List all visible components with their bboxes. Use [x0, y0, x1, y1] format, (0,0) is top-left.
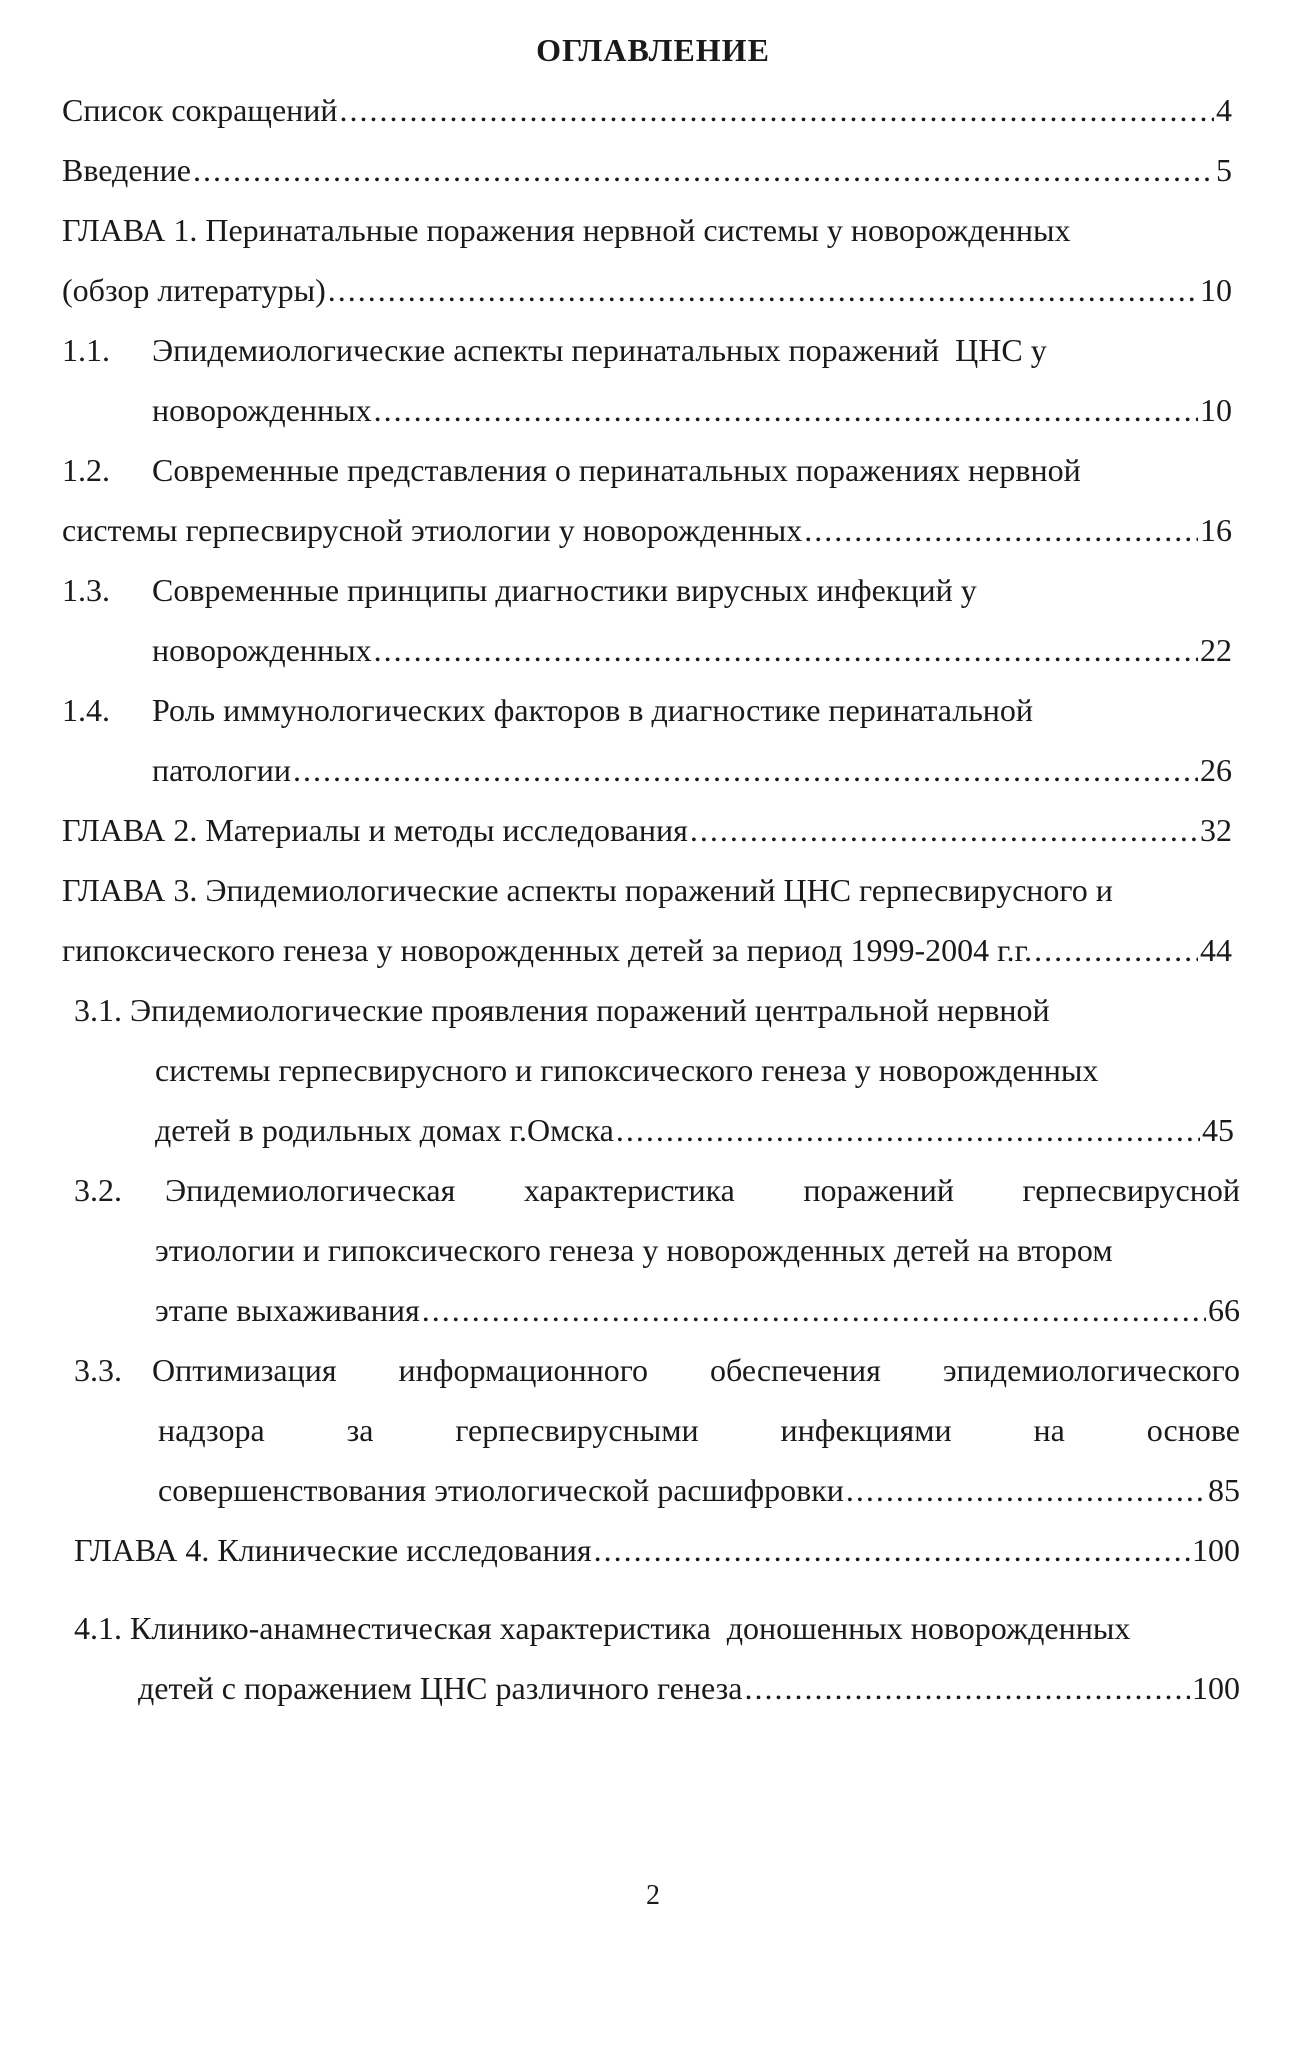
- toc-entry-line: [74, 1604, 1240, 1652]
- toc-leader-dots: [616, 1106, 1200, 1154]
- toc-entry-number: 1.1.: [62, 332, 110, 368]
- toc-entry-line: [155, 1046, 1234, 1094]
- toc-leader-dots: [328, 266, 1198, 314]
- toc-leader-dots: [374, 626, 1198, 674]
- toc-entry-text: ГЛАВА 1. Перинатальные поражения нервной системы у новорожденных: [62, 212, 1071, 248]
- toc-entry-number: 3.2.: [74, 1172, 122, 1208]
- toc-entry-page: 5: [1216, 152, 1232, 188]
- toc-entry: [155, 1106, 1234, 1154]
- toc-entry: [62, 266, 1232, 314]
- toc-entry-page: 16: [1200, 512, 1232, 548]
- toc-leader-dots: [1034, 926, 1198, 974]
- page-title: ОГЛАВЛЕНИЕ: [536, 32, 770, 68]
- toc-entry-line: [62, 206, 1232, 254]
- toc-entry-line: [62, 866, 1232, 914]
- toc-leader-dots: [846, 1466, 1206, 1514]
- toc-entry: [158, 1466, 1240, 1514]
- toc-entry-text: новорожденных: [152, 392, 372, 428]
- toc-leader-dots: [804, 506, 1198, 554]
- toc-entry: [62, 506, 1232, 554]
- toc-entry-number: 1.2.: [62, 452, 110, 488]
- toc-entry-line: [152, 686, 1232, 734]
- toc-entry-line: [74, 986, 1234, 1034]
- toc-entry-text: Современные представления о перинатальных поражениях нервной: [152, 452, 1081, 488]
- toc-entry-text: Введение: [62, 152, 191, 188]
- toc-entry-text: этапе выхаживания: [155, 1292, 420, 1328]
- toc-entry-text: ГЛАВА 2. Материалы и методы исследования: [62, 812, 688, 848]
- toc-entry-text: ГЛАВА 4. Клинические исследования: [74, 1532, 592, 1568]
- toc-leader-dots: [690, 806, 1198, 854]
- toc-entry-text: Список сокращений: [62, 92, 338, 128]
- toc-entry-page: 10: [1200, 392, 1232, 428]
- toc-entry-text: 3.1. Эпидемиологические проявления поражений центральной нервной: [74, 992, 1050, 1028]
- toc-leader-dots: [340, 86, 1214, 134]
- toc-entry-page: 4: [1216, 92, 1232, 128]
- toc-entry-page: 100: [1192, 1532, 1240, 1568]
- toc-entry-text: новорожденных: [152, 632, 372, 668]
- toc-entry-page: 66: [1208, 1292, 1240, 1328]
- toc-entry-text: надзора за герпесвирусными инфекциями на основе: [158, 1412, 1240, 1448]
- toc-entry-text: (обзор литературы): [62, 272, 326, 308]
- toc-entry: [62, 86, 1232, 134]
- toc-entry-text: Эпидемиологические аспекты перинатальных поражений ЦНС у: [152, 332, 1047, 368]
- toc-entry-number: 3.3.: [74, 1352, 122, 1388]
- toc-leader-dots: [422, 1286, 1206, 1334]
- toc-entry-page: 100: [1192, 1670, 1240, 1706]
- toc-entry-number: 1.3.: [62, 572, 110, 608]
- toc-entry-line: [152, 326, 1232, 374]
- toc-entry-page: 85: [1208, 1472, 1240, 1508]
- toc-entry-text: системы герпесвирусного и гипоксического генеза у новорожденных: [155, 1052, 1099, 1088]
- toc-entry-text: патологии: [152, 752, 291, 788]
- toc-entry-line: [152, 566, 1232, 614]
- toc-leader-dots: [744, 1664, 1190, 1712]
- toc-entry: [155, 1286, 1240, 1334]
- toc-entry: [62, 806, 1232, 854]
- toc-leader-dots: [374, 386, 1198, 434]
- toc-entry: [62, 146, 1232, 194]
- toc-entry-line: [165, 1166, 1240, 1214]
- toc-entry-page: 44: [1200, 932, 1232, 968]
- toc-entry-line: [158, 1406, 1240, 1454]
- toc-leader-dots: [193, 146, 1214, 194]
- toc-entry-line: [152, 1346, 1240, 1394]
- toc-entry-text: Современные принципы диагностики вирусных инфекций у: [152, 572, 977, 608]
- toc-entry: [74, 1526, 1240, 1574]
- toc-entry-number: 1.4.: [62, 692, 110, 728]
- toc-entry-page: 10: [1200, 272, 1232, 308]
- page-number: 2: [646, 1880, 660, 1911]
- toc-entry-page: 26: [1200, 752, 1232, 788]
- toc-entry-text: 4.1. Клинико-анамнестическая характеристика доношенных новорожденных: [74, 1610, 1131, 1646]
- toc-leader-dots: [293, 746, 1198, 794]
- toc-entry-text: Эпидемиологическая характеристика поражений герпесвирусной: [165, 1172, 1240, 1208]
- toc-entry: [152, 386, 1232, 434]
- toc-entry-text: Оптимизация информационного обеспечения эпидемиологического: [152, 1352, 1240, 1388]
- toc-entry-text: системы герпесвирусной этиологии у новорожденных: [62, 512, 803, 548]
- toc-leader-dots: [594, 1526, 1190, 1574]
- toc-entry-text: этиологии и гипоксического генеза у новорожденных детей на втором: [155, 1232, 1113, 1268]
- toc-entry-line: [155, 1226, 1240, 1274]
- toc-entry: [62, 926, 1232, 974]
- toc-entry-text: гипоксического генеза у новорожденных детей за период 1999-2004 г.г.: [62, 932, 1033, 968]
- toc-entry-line: [152, 446, 1232, 494]
- toc-entry: [138, 1664, 1240, 1712]
- toc-entry-page: 45: [1202, 1112, 1234, 1148]
- toc-entry-text: ГЛАВА 3. Эпидемиологические аспекты поражений ЦНС герпесвирусного и: [62, 872, 1113, 908]
- toc-entry-text: Роль иммунологических факторов в диагностике перинатальной: [152, 692, 1034, 728]
- toc-entry-text: совершенствования этиологической расшифровки: [158, 1472, 844, 1508]
- toc-entry-page: 22: [1200, 632, 1232, 668]
- toc-entry-text: детей с поражением ЦНС различного генеза: [138, 1670, 743, 1706]
- toc-entry: [152, 626, 1232, 674]
- toc-entry-page: 32: [1200, 812, 1232, 848]
- toc-entry: [152, 746, 1232, 794]
- toc-entry-text: детей в родильных домах г.Омска: [155, 1112, 614, 1148]
